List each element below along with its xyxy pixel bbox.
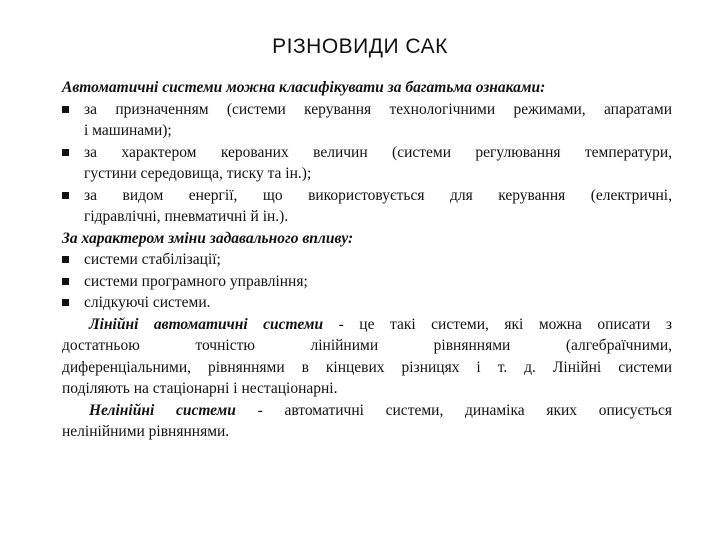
list-item	[62, 249, 672, 271]
square-bullet-icon	[62, 299, 69, 306]
square-bullet-icon	[62, 256, 69, 263]
paragraph-text: - автоматичні системи, динаміка яких описується	[235, 401, 673, 419]
list-item	[62, 271, 672, 293]
term-linear-systems: Лінійні автоматичні системи	[89, 315, 324, 333]
list-item	[62, 142, 672, 185]
list-item-line: за видом енергії, що використовується для керування (електричні,	[84, 186, 672, 204]
paragraph-text: - це такі системи, які можна описати з	[323, 315, 672, 333]
intro-heading: Автоматичні системи можна класифікувати за багатьма ознаками:	[62, 79, 546, 96]
list-item-label: системи програмного управління;	[84, 272, 308, 290]
square-bullet-icon	[62, 192, 69, 199]
term-nonlinear-systems: Нелінійні системи	[89, 401, 236, 419]
list-item	[62, 99, 672, 142]
list-item	[62, 185, 672, 228]
square-bullet-icon	[62, 106, 69, 113]
paragraph-linear-systems	[62, 314, 672, 400]
list-item-line: густини середовища, тиску та ін.);	[84, 165, 312, 182]
list-item-line: за призначенням (системи керування технологічними режимами, апаратами	[84, 100, 672, 118]
paragraph-line: достатньою точністю лінійними рівняннями (алгебраїчними,	[62, 337, 672, 354]
list-item-label: слідкуючі системи.	[84, 294, 211, 311]
list-item-label: системи стабілізації;	[84, 251, 221, 268]
paragraph-line: диференціальними, рівняннями в кінцевих різницях і т. д. Лінійні системи	[62, 358, 672, 376]
square-bullet-icon	[62, 149, 69, 156]
square-bullet-icon	[62, 278, 69, 285]
paragraph-line: нелінійними рівняннями.	[62, 423, 230, 440]
list-item	[62, 292, 672, 314]
paragraph-line	[62, 314, 672, 336]
paragraph-line: поділяють на стаціонарні і нестаціонарні.	[62, 380, 338, 397]
paragraph-nonlinear-systems	[62, 400, 672, 443]
subheading: За характером зміни задавального впливу:	[62, 229, 354, 247]
page-title: РІЗНОВИДИ САК	[272, 35, 448, 58]
list-item-line: і машинами);	[84, 122, 172, 139]
list-item-line: гідравлічні, пневматичні й ін.).	[84, 208, 289, 225]
paragraph-line	[62, 400, 672, 422]
slide-body	[62, 77, 672, 443]
list-item-line: за характером керованих величин (системи регулювання температури,	[84, 143, 672, 161]
